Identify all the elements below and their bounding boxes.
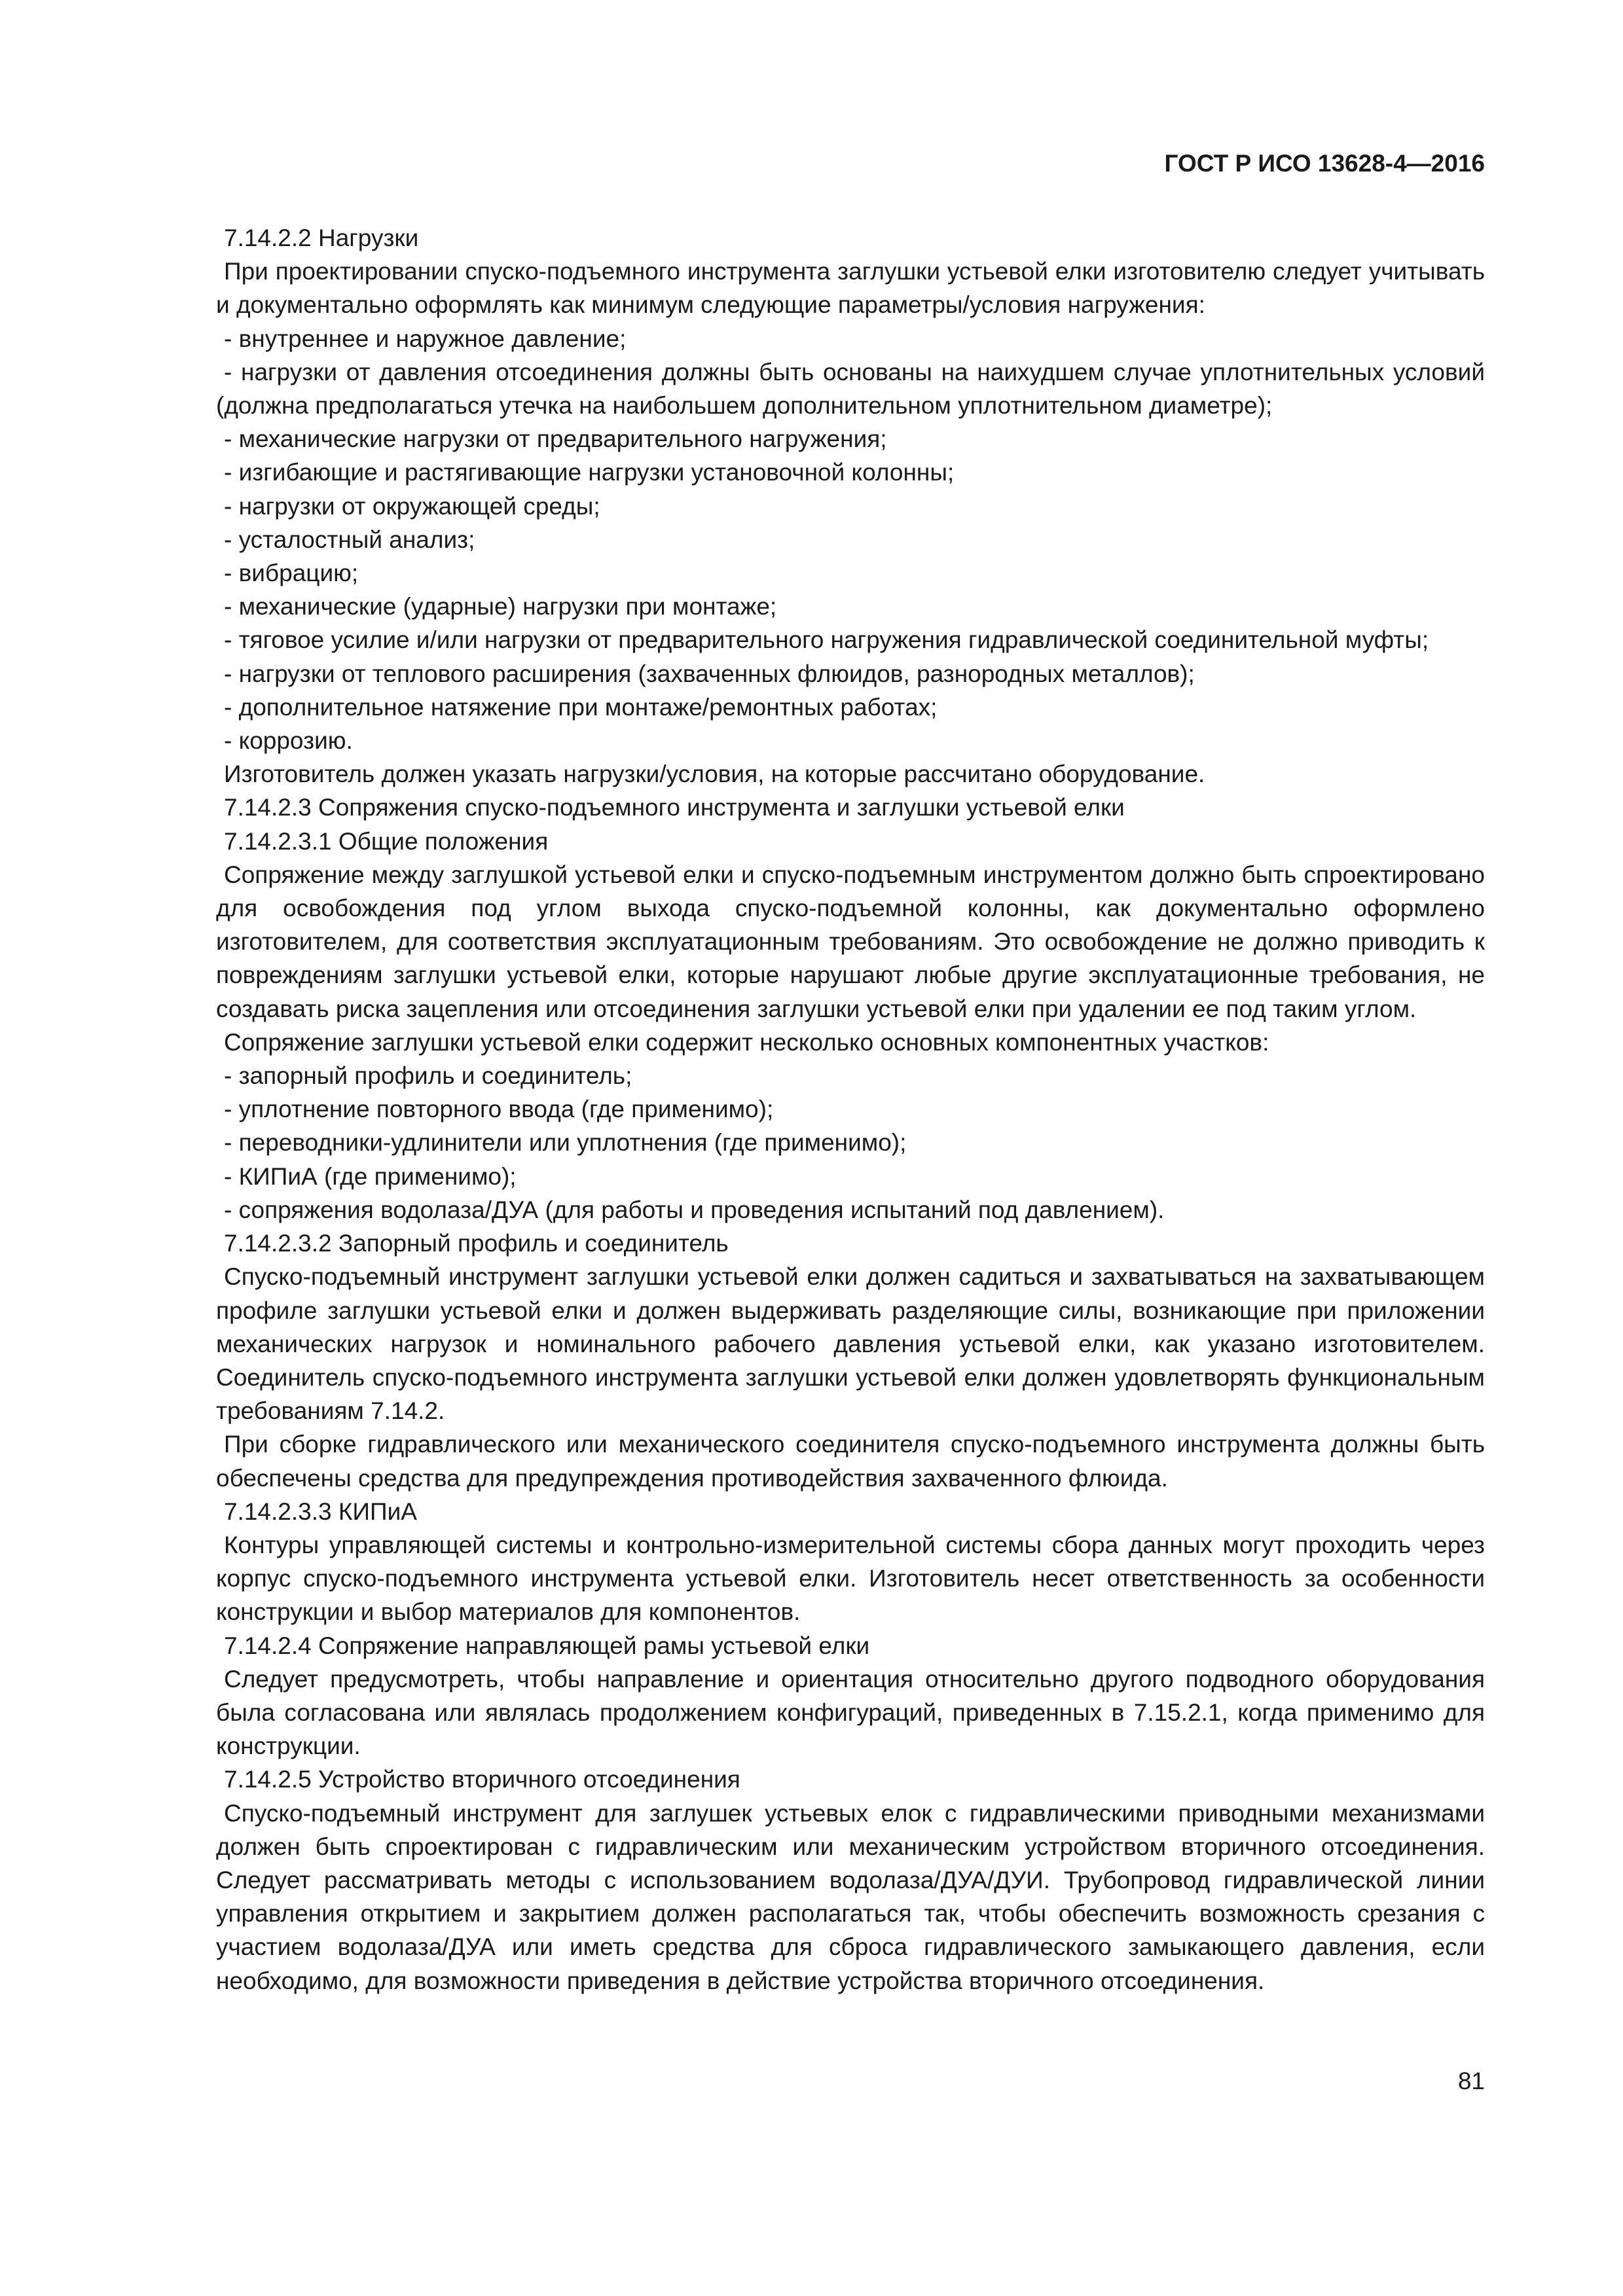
paragraph: - механические (ударные) нагрузки при монтаже;	[224, 593, 777, 620]
paragraph: - нагрузки от давления отсоединения должны быть основаны на наихудшем случае уплотнительных условий (должна предполагаться утечка на наибольшем дополнительном уплотнительном диаметре);	[216, 358, 1485, 420]
page-number: 81	[1457, 2068, 1485, 2094]
paragraph: - запорный профиль и соединитель;	[224, 1062, 632, 1090]
paragraph: - внутреннее и наружное давление;	[224, 325, 627, 352]
paragraph: - сопряжения водолаза/ДУА (для работы и проведения испытаний под давлением).	[224, 1196, 1165, 1223]
paragraph: Контуры управляющей системы и контрольно-измерительной системы сбора данных могут проходить через корпус спуско-подъемного инструмента устьевой елки. Изготовитель несет ответственность за особенности конструкции и выбор материалов для компонентов.	[216, 1531, 1485, 1626]
paragraph: 7.14.2.2 Нагрузки	[224, 224, 419, 251]
paragraph: - тяговое усилие и/или нагрузки от предварительного нагружения гидравлической соединительной муфты;	[224, 626, 1429, 654]
paragraph: 7.14.2.5 Устройство вторичного отсоединения	[224, 1766, 740, 1793]
paragraph: - механические нагрузки от предварительного нагружения;	[224, 425, 887, 453]
paragraph: Изготовитель должен указать нагрузки/условия, на которые рассчитано оборудование.	[224, 761, 1205, 788]
paragraph: Следует предусмотреть, чтобы направление и ориентация относительно другого подводного оборудования была согласована или являлась продолжением конфигураций, приведенных в 7.15.2.1, когда применимо для конструкции.	[216, 1665, 1485, 1760]
paragraph: При проектировании спуско-подъемного инструмента заглушки устьевой елки изготовителю следует учитывать и документально оформлять как минимум следующие параметры/условия нагружения:	[216, 258, 1485, 319]
paragraph: - вибрацию;	[224, 560, 359, 587]
document-header: ГОСТ Р ИСО 13628-4—2016	[1164, 150, 1485, 177]
paragraph: Сопряжение заглушки устьевой елки содержит несколько основных компонентных участков:	[224, 1028, 1269, 1056]
paragraph: - усталостный анализ;	[224, 526, 475, 553]
paragraph: Сопряжение между заглушкой устьевой елки и спуско-подъемным инструментом должно быть спроектировано для освобождения под углом выхода спуско-подъемной колонны, как документально оформлено изготовителем, для соответствия эксплуатационным требованиям. Это освобождение не должно приводить к повреждениям заглушки устьевой елки, которые нарушают любые другие эксплуатационные требования, не создавать риска зацепления или отсоединения заглушки устьевой елки при удалении ее под таким углом.	[216, 861, 1485, 1022]
paragraph: 7.14.2.3.3 КИПиА	[224, 1498, 417, 1525]
paragraph: - изгибающие и растягивающие нагрузки установочной колонны;	[224, 459, 955, 486]
paragraph: - дополнительное натяжение при монтаже/ремонтных работах;	[224, 693, 938, 721]
paragraph: Спуско-подъемный инструмент для заглушек устьевых елок с гидравлическими приводными механизмами должен быть спроектирован с гидравлическим или механическим устройством вторичного отсоединения. Следует рассматривать методы с использованием водолаза/ДУА/ДУИ. Трубопровод гидравлической линии управления открытием и закрытием должен располагаться так, чтобы обеспечить возможность срезания с участием водолаза/ДУА или иметь средства для сброса гидравлического замыкающего давления, если необходимо, для возможности приведения в действие устройства вторичного отсоединения.	[216, 1799, 1485, 1994]
paragraph: - коррозию.	[224, 727, 353, 755]
paragraph: 7.14.2.4 Сопряжение направляющей рамы устьевой елки	[224, 1632, 870, 1659]
paragraph: - переводники-удлинители или уплотнения (где применимо);	[224, 1129, 907, 1157]
paragraph: - нагрузки от теплового расширения (захваченных флюидов, разнородных металлов);	[224, 660, 1195, 687]
paragraph: 7.14.2.3.1 Общие положения	[224, 827, 549, 855]
paragraph: - КИПиА (где применимо);	[224, 1162, 517, 1190]
paragraph: 7.14.2.3 Сопряжения спуско-подъемного инструмента и заглушки устьевой елки	[224, 794, 1125, 821]
paragraph: - уплотнение повторного ввода (где применимо);	[224, 1096, 774, 1123]
document-body	[216, 221, 1485, 1998]
paragraph: 7.14.2.3.2 Запорный профиль и соединитель	[224, 1230, 729, 1257]
paragraph: Спуско-подъемный инструмент заглушки устьевой елки должен садиться и захватываться на захватывающем профиле заглушки устьевой елки и должен выдерживать разделяющие силы, возникающие при приложении механических нагрузок и номинального рабочего давления устьевой елки, как указано изготовителем. Соединитель спуско-подъемного инструмента заглушки устьевой елки должен удовлетворять функциональным требованиям 7.14.2.	[216, 1263, 1485, 1425]
paragraph: - нагрузки от окружающей среды;	[224, 492, 600, 520]
paragraph: При сборке гидравлического или механического соединителя спуско-подъемного инструмента должны быть обеспечены средства для предупреждения противодействия захваченного флюида.	[216, 1431, 1485, 1492]
